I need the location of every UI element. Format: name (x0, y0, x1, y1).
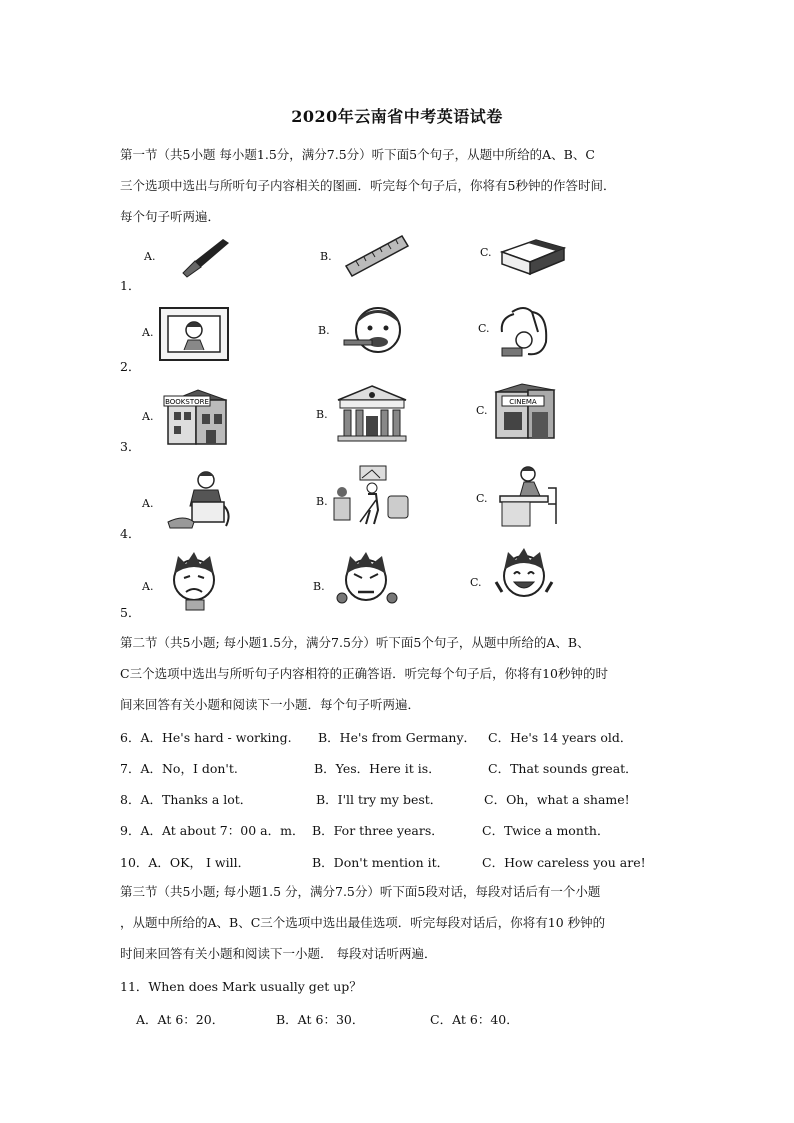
boy-washing-clothes-icon (164, 466, 234, 530)
section1-line2: 三个选项中选出与所听句子内容相关的图画．听完每个句子后，你将有5秒钟的作答时间． (120, 178, 616, 193)
option-c: C．How careless you are! (482, 855, 646, 870)
boy-doing-yoga-icon (492, 302, 558, 362)
section3-line2: ，从题中所给的A、B、C三个选项中选出最佳选项．听完每段对话后，你将有10 秒钟的 (120, 915, 606, 930)
section2-line1: 第二节（共5小题; 每小题1.5分，满分7.5分）听下面5个句子，从题中所给的A、B、 (120, 635, 590, 650)
option-c: C．He's 14 years old． (488, 730, 633, 745)
option-a: A．At 6：20． (136, 1012, 225, 1027)
happy-boy-icon (492, 548, 558, 610)
boy-at-window-icon (156, 304, 232, 364)
bank-icon (334, 384, 410, 442)
option-label: A. (144, 250, 156, 263)
page-title: 2020年云南省中考英语试卷 (291, 107, 503, 126)
option-label: C. (470, 576, 482, 589)
option-label: C. (478, 322, 490, 335)
section1-instructions (120, 139, 675, 232)
option-b: B．For three years． (312, 823, 444, 838)
boy-brushing-teeth-icon (340, 302, 410, 362)
option-a: 8．A．Thanks a lot． (120, 792, 253, 807)
option-label: C. (476, 492, 488, 505)
option-label: A. (142, 497, 154, 510)
option-c: C．Twice a month． (482, 823, 610, 838)
cinema-sign: CINEMA (509, 398, 537, 406)
question-number: 3． (120, 439, 141, 454)
option-a: 10．A．OK， I will． (120, 855, 251, 870)
option-label: C. (476, 404, 488, 417)
picture-question-5 (120, 548, 590, 628)
option-a: 9．A．At about 7：00 a．m． (120, 823, 305, 838)
eraser-icon (498, 230, 570, 278)
section3-line3: 时间来回答有关小题和阅读下一小题． 每段对话听两遍． (120, 946, 437, 961)
option-label: A. (142, 580, 154, 593)
option-label: A. (142, 410, 154, 423)
option-a: 7．A．No，I don't. (120, 761, 238, 776)
question-number: 1． (120, 278, 141, 293)
option-b: B．Yes．Here it is． (314, 761, 441, 776)
section1-line1: 第一节（共5小题 每小题1.5分，满分7.5分）听下面5个句子，从题中所给的A、B、C (120, 147, 595, 162)
bookstore-icon (162, 384, 232, 446)
picture-question-3 (120, 382, 590, 462)
knife-icon (175, 233, 235, 278)
sad-boy-icon (164, 550, 226, 612)
option-a: 6．A．He's hard - working. (120, 730, 292, 745)
option-label: B. (313, 580, 325, 593)
option-b: B．I'll try my best． (316, 792, 443, 807)
boy-at-desk-icon (496, 464, 560, 528)
option-b: B．At 6：30． (276, 1012, 365, 1027)
option-label: A. (142, 326, 154, 339)
question-number: 4． (120, 526, 141, 541)
option-b: B．Don't mention it． (312, 855, 450, 870)
option-b: B．He's from Germany． (318, 730, 477, 745)
picture-question-4 (120, 462, 590, 542)
section3-line1: 第三节（共5小题; 每小题1.5 分，满分7.5分）听下面5段对话，每段对话后有一个小题 (120, 884, 601, 899)
option-label: C. (480, 246, 492, 259)
boy-sweeping-floor-icon (332, 462, 412, 528)
option-label: B. (320, 250, 332, 263)
section2-line3: 间来回答有关小题和阅读下一小题．每个句子听两遍． (120, 697, 421, 712)
question-stem: 11．When does Mark usually get up？ (120, 979, 362, 994)
option-label: B. (316, 495, 328, 508)
ruler-icon (342, 230, 412, 278)
section2-line2: C三个选项中选出与所听句子内容相符的正确答语．听完每个句子后，你将有10秒钟的时 (120, 666, 608, 681)
option-c: C．That sounds great． (488, 761, 638, 776)
question-number: 5． (120, 605, 141, 620)
option-label: B. (316, 408, 328, 421)
picture-question-2 (120, 302, 590, 382)
option-c: C．At 6：40． (430, 1012, 519, 1027)
picture-question-1 (120, 228, 590, 308)
angry-boy-icon (334, 550, 400, 612)
cinema-icon (494, 382, 558, 442)
question-number: 2． (120, 359, 141, 374)
option-c: C．Oh，what a shame! (484, 792, 630, 807)
section3-instructions (120, 876, 675, 969)
section1-line3: 每个句子听两遍． (120, 209, 221, 224)
option-label: B. (318, 324, 330, 337)
bookstore-sign: BOOKSTORE (165, 398, 209, 406)
section2-instructions (120, 627, 675, 720)
